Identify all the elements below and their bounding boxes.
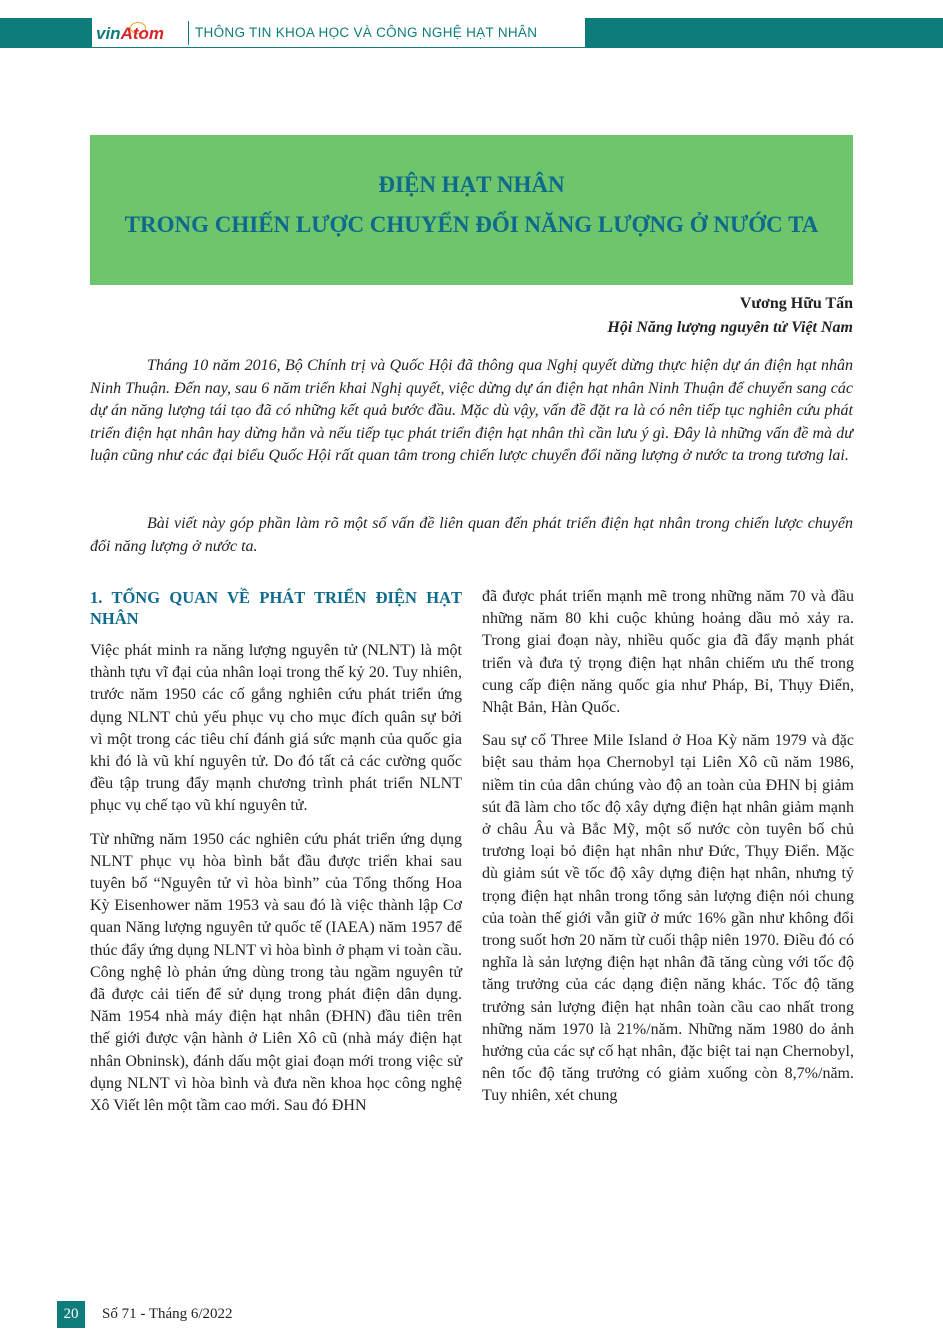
issue-info: Số 71 - Tháng 6/2022	[102, 1306, 233, 1322]
header-accent-right	[585, 18, 943, 48]
logo-text: vinAtom	[96, 24, 165, 43]
body-paragraph: đã được phát triển mạnh mẽ trong những năm 70 và đầu những năm 80 khi cuộc khủng hoảng dầu mỏ xảy ra. Trong giai đoạn này, nhiều quốc gia đã đẩy mạnh phát triển và đưa tỷ trọng điện hạt nhân chiếm ưu thế trong cung cấp điện năng quốc gia như Pháp, Bỉ, Thụy Điển, Nhật Bản, Hàn Quốc.	[482, 588, 854, 717]
abstract-paragraph-1: Tháng 10 năm 2016, Bộ Chính trị và Quốc Hội đã thông qua Nghị quyết dừng thực hiện dự án điện hạt nhân Ninh Thuận. Đến nay, sau 6 năm triển khai Nghị quyết, việc dừng dự án điện hạt nhân Ninh Thuận để chuyển sang các dự án năng lượng tái tạo đã có những kết quả bước đầu. Mặc dù vậy, vấn đề đặt ra là có nên tiếp tục nghiên cứu phát triển điện hạt nhân hay dừng hẳn và nếu tiếp tục phát triển điện hạt nhân thì cần lưu ý gì. Đây là những vấn đề mà dư luận cũng như các đại biểu Quốc Hội rất quan tâm trong chiến lược chuyển đổi năng lượng ở nước ta trong tương lai.	[90, 357, 853, 464]
author-affiliation: Hội Năng lượng nguyên tử Việt Nam	[607, 319, 853, 336]
left-column	[90, 587, 462, 1128]
page-number: 20	[57, 1301, 85, 1328]
article-title-line1: ĐIỆN HẠT NHÂN	[378, 172, 565, 197]
body-paragraph: Sau sự cố Three Mile Island ở Hoa Kỳ năm 1979 và đặc biệt sau thảm họa Chernobyl tại Liên Xô cũ năm 1986, niềm tin của dân chúng vào độ an toàn của ĐHN bị giảm sút đã làm cho tốc độ xây dựng điện hạt nhân giảm mạnh ở châu Âu và Bắc Mỹ, một số nước còn tuyên bố chủ trương loại bỏ điện hạt nhân như Đức, Thụy Điển. Mặc dù giảm sút về tốc độ xây dựng điện hạt nhân, nhưng tỷ trọng điện hạt nhân trong tổng sản lượng điện nói chung của toàn thế giới vẫn giữ ở mức 16% gần như không đổi trong suốt hơn 20 năm từ cuối thập niên 1970. Điều đó có nghĩa là sản lượng điện hạt nhân đã tăng cùng với tốc độ tăng trưởng của các dạng điện năng khác. Tốc độ tăng trưởng sản lượng điện hạt nhân toàn cầu cao nhất trong những năm 1970 là 21%/năm. Những năm 1980 do ảnh hưởng của các sự cố hạt nhân, đặc biệt tai nạn Chernobyl, nên tốc độ tăng trưởng có giảm xuống còn 8,7%/năm. Tuy nhiên, xét chung	[482, 732, 854, 1105]
body-paragraph: Việc phát minh ra năng lượng nguyên tử (NLNT) là một thành tựu vĩ đại của nhân loại trong thế kỷ 20. Tuy nhiên, trước năm 1950 các cố gắng nghiên cứu phát triển ứng dụng NLNT chủ yếu phục vụ cho mục đích quân sự bởi vì một trong các tiêu chí đánh giá sức mạnh của quốc gia khi đó là vũ khí nguyên tử. Do đó tất cả các cường quốc đều tập trung đẩy mạnh chương trình phát triển NLNT phục vụ chế tạo vũ khí nguyên tử.	[90, 642, 462, 815]
right-column	[482, 586, 854, 1119]
section-heading: 1. TỔNG QUAN VỀ PHÁT TRIỂN ĐIỆN HẠT NHÂN	[90, 588, 462, 628]
vinatom-logo	[96, 20, 180, 46]
body-paragraph: Từ những năm 1950 các nghiên cứu phát triển ứng dụng NLNT phục vụ hòa bình bắt đầu được triển khai sau tuyên bố “Nguyên tử vì hòa bình” của Tổng thống Hoa Kỳ Eisenhower năm 1953 và sau đó là việc thành lập Cơ quan Năng lượng nguyên tử quốc tế (IAEA) năm 1957 để thúc đẩy ứng dụng NLNT vì hòa bình ở phạm vi toàn cầu. Công nghệ lò phản ứng dùng trong tàu ngầm nguyên tử đã được cải tiến để sử dụng trong phát điện dân dụng. Năm 1954 nhà máy điện hạt nhân (ĐHN) đầu tiên trên thế giới được vận hành ở Liên Xô cũ (nhà máy điện hạt nhân Obninsk), đánh dấu một giai đoạn mới trong việc sử dụng NLNT vì hòa bình và đưa nền khoa học công nghệ Xô Viết lên một tầm cao mới. Sau đó ĐHN	[90, 830, 462, 1115]
article-title-line2: TRONG CHIẾN LƯỢC CHUYỂN ĐỔI NĂNG LƯỢNG Ở NƯỚC TA	[124, 212, 819, 237]
abstract-paragraph-2: Bài viết này góp phần làm rõ một số vấn đề liên quan đến phát triển điện hạt nhân trong chiến lược chuyển đổi năng lượng ở nước ta.	[90, 515, 853, 555]
article-title-box	[90, 135, 853, 285]
publication-title: THÔNG TIN KHOA HỌC VÀ CÔNG NGHỆ HẠT NHÂN	[188, 21, 543, 45]
author-name: Vương Hữu Tấn	[739, 295, 853, 312]
header-underline	[92, 47, 585, 48]
page-footer	[57, 1301, 357, 1328]
header-accent-left	[0, 18, 92, 48]
